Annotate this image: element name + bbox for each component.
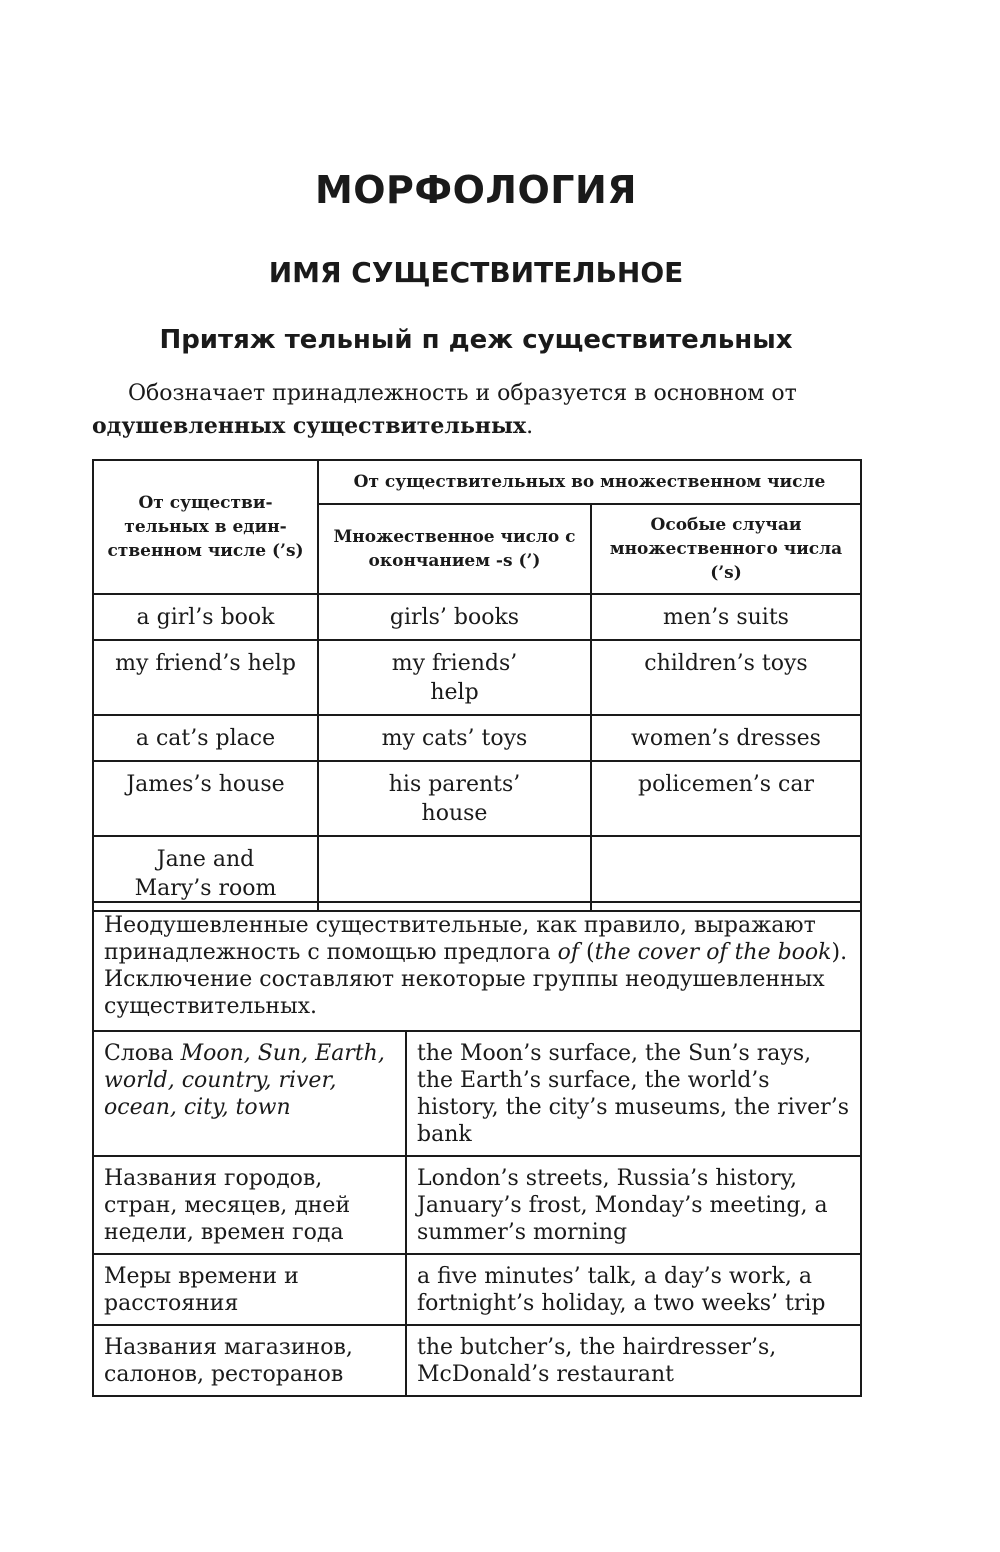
table-cell [591,836,861,911]
table-row [93,1325,861,1396]
header-plural-s: Множественное число с окончанием -s (’) [318,504,591,594]
header-plural: От существительных во множественном числе [318,460,861,504]
table-cell-examples: the butcher’s, the hairdresser’s, McDonald’s restaurant [406,1325,861,1396]
note-preposition: of [557,940,580,965]
table-cell-examples: London’s streets, Russia’s history, January’s frost, Monday’s meeting, a summer’s morning [406,1156,861,1254]
subsection-title: Притяж тельный п деж существительных [159,325,793,355]
label-words: Moon, Sun, Earth, world, country, river, ocean, city, town [104,1041,385,1120]
inanimate-note [93,902,861,1031]
table-cell-examples: a five minutes’ talk, a day’s work, a fortnight’s holiday, a two weeks’ trip [406,1254,861,1325]
header-plural-special: Особые случаи множественного числа (’s) [591,504,861,594]
table-cell [318,836,591,911]
header-singular: От существи-тельных в един-ственном числе (’s) [93,460,318,594]
intro-end: . [526,414,534,439]
intro-bold-text: одушевленных существительных [92,413,527,439]
table-cell: my cats’ toys [318,715,591,761]
table-row [93,836,861,911]
note-example: the cover of the book [594,940,832,965]
table-cell: a cat’s place [93,715,318,761]
table-row [93,594,861,640]
table-cell: men’s suits [591,594,861,640]
intro-paragraph [92,378,862,443]
table-cell: my friends’ help [318,640,591,715]
table-row [93,1031,861,1156]
table-cell: a girl’s book [93,594,318,640]
table-row [93,1254,861,1325]
table-cell: women’s dresses [591,715,861,761]
note-text: ( [579,940,595,965]
table-cell: James’s house [93,761,318,836]
table-row [93,761,861,836]
table-cell: his parents’ house [318,761,591,836]
table-cell-examples: the Moon’s surface, the Sun’s rays, the Earth’s surface, the world’s history, the city’s museums, the river’s bank [406,1031,861,1156]
note-text: ). Исключение составляют некоторые группы неодушевленных существительных. [104,940,848,1019]
inanimate-exceptions-table [92,901,862,1397]
intro-text: Обозначает принадлежность и образуется в основном от [128,381,797,406]
section-title: ИМЯ СУЩЕСТВИТЕЛЬНОЕ [268,256,684,289]
table-cell-label: Названия магазинов, салонов, ресторанов [93,1325,406,1396]
label-text: Слова [104,1041,181,1066]
note-text: Неодушевленные существительные, как правило, выражают принадлежность с помощью предлога [104,913,816,965]
table-cell-label: Названия городов, стран, месяцев, дней недели, времен года [93,1156,406,1254]
table-cell: my friend’s help [93,640,318,715]
table-cell-label [93,1031,406,1156]
table-cell: Jane and Mary’s room [93,836,318,911]
table-cell-label: Меры времени и расстояния [93,1254,406,1325]
table-row [93,1156,861,1254]
table-cell: children’s toys [591,640,861,715]
chapter-title: МОРФОЛОГИЯ [314,168,638,212]
table-cell: policemen’s car [591,761,861,836]
table-row [93,715,861,761]
table-row [93,640,861,715]
table-cell: girls’ books [318,594,591,640]
possessive-forms-table [92,459,862,912]
